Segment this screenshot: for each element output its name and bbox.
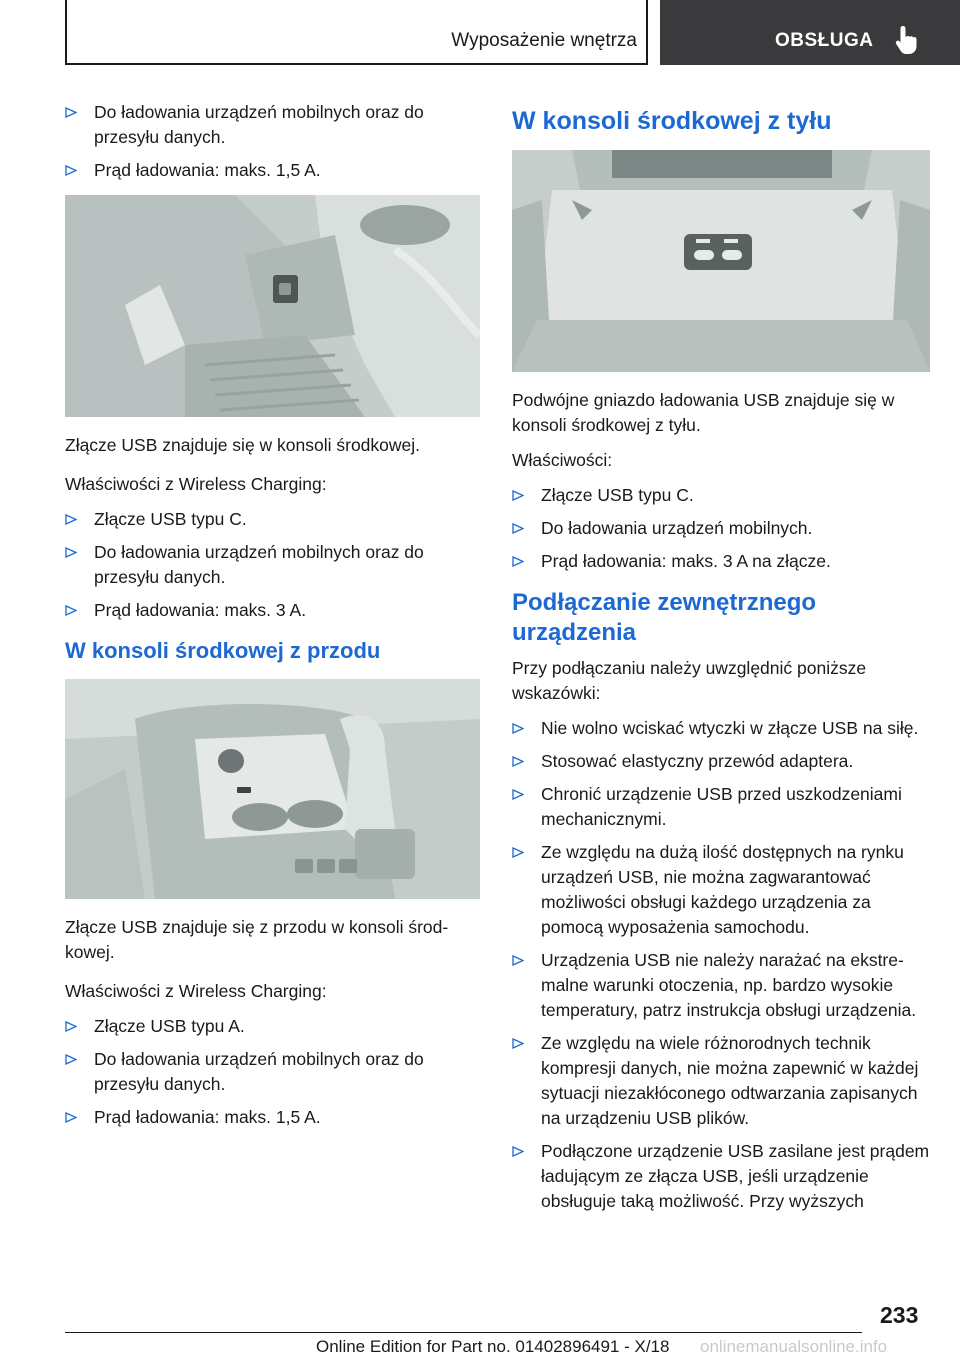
intro-bullet-list — [65, 100, 480, 183]
connect-intro: Przy podłączaniu należy uwzględnić poniższe wskazówki: — [512, 658, 867, 703]
connect-hints-list — [512, 716, 930, 1214]
triangle-right-outline-icon — [65, 1112, 77, 1123]
properties-list — [65, 507, 480, 623]
list-item: Prąd ładowania: maks. 1,5 A. — [65, 158, 480, 183]
triangle-right-outline-icon — [512, 523, 524, 534]
triangle-right-outline-icon — [65, 1054, 77, 1065]
list-item: Ze względu na dużą ilość dostępnych na rynku urządzeń USB, nie można zagwarantować możliwości obsługi każdego urządzenia za pomocą wyposażenia samochodu. — [512, 840, 930, 940]
list-item: Złącze USB typu C. — [65, 507, 480, 532]
list-item: Do ładowania urządzeń mobilnych oraz do przesyłu danych. — [65, 540, 480, 590]
list-item: Ze względu na wiele różnorodnych technik kompresji danych, nie można zapewnić w każdej sytuacji niezakłóconego odtwarzania zapisanych na urządzeniu USB plików. — [512, 1031, 930, 1131]
list-item: Prąd ładowania: maks. 3 A na złącze. — [512, 549, 930, 574]
list-item: Złącze USB typu A. — [65, 1014, 480, 1039]
section-heading-front: W konsoli środkowej z przodu — [65, 638, 381, 663]
triangle-right-outline-icon — [512, 1146, 524, 1157]
list-item: Nie wolno wciskać wtyczki w złącze USB na siłę. — [512, 716, 930, 741]
list-item: Do ładowania urządzeń mobilnych oraz do przesyłu danych. — [65, 1047, 480, 1097]
triangle-right-outline-icon — [512, 955, 524, 966]
header-underline — [65, 63, 648, 65]
triangle-right-outline-icon — [65, 165, 77, 176]
triangle-right-outline-icon — [512, 1038, 524, 1049]
footer-edition: Online Edition for Part no. 01402896491 - X/18 — [316, 1337, 670, 1356]
triangle-right-outline-icon — [65, 605, 77, 616]
triangle-right-outline-icon — [65, 1021, 77, 1032]
properties-list — [65, 1014, 480, 1130]
triangle-right-outline-icon — [512, 756, 524, 767]
triangle-right-outline-icon — [65, 107, 77, 118]
usb-center-console-photo — [65, 195, 480, 417]
header-section-title: Wyposażenie wnętrza — [451, 30, 637, 51]
triangle-right-outline-icon — [512, 789, 524, 800]
header-chapter-label: OBSŁUGA — [775, 30, 874, 51]
usb-front-console-photo — [65, 679, 480, 899]
list-item: Urządzenia USB nie należy narażać na ekstremalne warunki otoczenia, np. bardzo wysokie temperatury, patrz instrukcja obsługi urządzenia. — [512, 948, 930, 1023]
section-heading-rear: W konsoli środkowej z tyłu — [512, 107, 832, 135]
footer-watermark: onlinemanualsonline.info — [700, 1337, 888, 1356]
list-item: Prąd ładowania: maks. 1,5 A. — [65, 1105, 480, 1130]
properties-label: Właściwości z Wireless Charging: — [65, 981, 327, 1001]
header-divider — [646, 0, 648, 65]
list-item: Chronić urządzenie USB przed uszkodzeniami mechanicznymi. — [512, 782, 930, 832]
right-column — [512, 100, 930, 1224]
left-column — [65, 100, 480, 1140]
list-item: Do ładowania urządzeń mobilnych. — [512, 516, 930, 541]
properties-label: Właściwości z Wireless Charging: — [65, 474, 327, 494]
list-item: Prąd ładowania: maks. 3 A. — [65, 598, 480, 623]
list-item: Podłączone urządzenie USB zasilane jest prądem ładującym ze złącza USB, jeśli urządzenie obsługuje taką możliwość. Przy wyższych — [512, 1139, 930, 1214]
triangle-right-outline-icon — [512, 847, 524, 858]
list-item: Stosować elastyczny przewód adaptera. — [512, 749, 930, 774]
triangle-right-outline-icon — [512, 723, 524, 734]
list-item: Złącze USB typu C. — [512, 483, 930, 508]
figure-caption: Podwójne gniazdo ładowania USB znajduje się w konsoli środkowej z tyłu. — [512, 390, 895, 435]
properties-label: Właściwości: — [512, 450, 613, 470]
usb-rear-console-photo — [512, 150, 930, 372]
section-heading-connect: Podłączanie zewnętrznego urządzenia — [512, 589, 817, 646]
footer-rule — [65, 1332, 862, 1333]
triangle-right-outline-icon — [512, 490, 524, 501]
triangle-right-outline-icon — [65, 547, 77, 558]
properties-list — [512, 483, 930, 574]
page-number: 233 — [880, 1302, 919, 1328]
figure-caption: Złącze USB znajduje się z przodu w konsoli środkowej. — [65, 917, 449, 962]
list-item: Do ładowania urządzeń mobilnych oraz do przesyłu danych. — [65, 100, 480, 150]
hand-pointer-icon — [894, 24, 920, 56]
triangle-right-outline-icon — [512, 556, 524, 567]
figure-caption: Złącze USB znajduje się w konsoli środkowej. — [65, 435, 421, 455]
triangle-right-outline-icon — [65, 514, 77, 525]
